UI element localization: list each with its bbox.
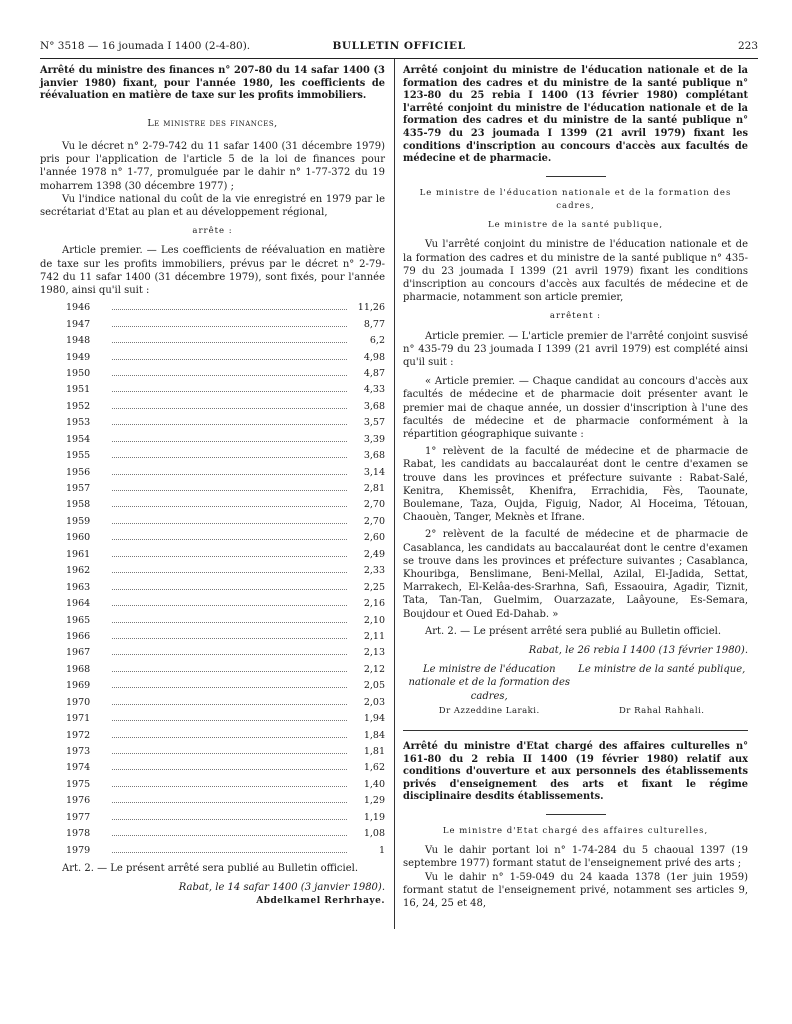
leader-dots <box>112 605 347 606</box>
coefficient-cell: 2,10 <box>363 614 385 626</box>
year-cell: 1956 <box>66 466 91 478</box>
table-row <box>40 383 385 399</box>
coefficient-cell: 6,2 <box>369 335 385 347</box>
running-header <box>40 40 758 56</box>
leader-dots <box>112 654 347 655</box>
table-row <box>40 614 385 630</box>
table-row <box>40 548 385 564</box>
column-divider <box>394 59 395 929</box>
year-cell: 1969 <box>66 680 91 692</box>
coefficient-cell: 2,13 <box>363 647 385 659</box>
year-cell: 1966 <box>66 630 91 642</box>
year-cell: 1949 <box>66 351 91 363</box>
leader-dots <box>112 835 347 836</box>
table-row <box>40 844 385 860</box>
article-premier-right: Article premier. — L'article premier de l'arrêté conjoint susvisé n° 435-79 du 23 joumada I 1399 (21 avril 1979) est complété ainsi qu'il suit : <box>403 330 748 368</box>
publication-title: BULLETIN OFFICIEL <box>332 40 466 52</box>
coefficient-cell: 1,08 <box>363 828 385 840</box>
year-cell: 1958 <box>66 499 91 511</box>
leader-dots <box>112 556 347 557</box>
visa-indice: Vu l'indice national du coût de la vie enregistré en 1979 par le secrétariat d'Etat au plan et au développement régional, <box>40 193 385 218</box>
leader-dots <box>112 342 347 343</box>
year-cell: 1964 <box>66 598 91 610</box>
coefficient-cell: 2,70 <box>363 515 385 527</box>
leader-dots <box>112 802 347 803</box>
year-cell: 1971 <box>66 713 91 725</box>
article-2: Art. 2. — Le présent arrêté sera publié au Bulletin officiel. <box>62 863 359 875</box>
signer-names <box>403 705 748 718</box>
visa-decret: Vu le décret n° 2-79-742 du 11 safar 1400 (31 décembre 1979) pris pour l'application de l'article 5 de la loi de finances pour l'année 1978 n° 1-77, promulguée par le dahir n° 1-77-372 du 19 moharrem 1398 (30 décembre 1977) ; <box>40 140 385 192</box>
leader-dots <box>112 359 347 360</box>
table-row <box>40 679 385 695</box>
year-cell: 1952 <box>66 400 91 412</box>
coefficient-cell: 2,60 <box>363 532 385 544</box>
year-cell: 1947 <box>66 318 91 330</box>
signer-name: Abdelkamel Rerhrhaye. <box>256 895 385 906</box>
table-row <box>40 318 385 334</box>
leader-dots <box>112 704 347 705</box>
year-cell: 1960 <box>66 532 91 544</box>
leader-dots <box>112 441 347 442</box>
paragraph-rabat: 1° relèvent de la faculté de médecine et de pharmacie de Rabat, les candidats au baccalauréat dont le centre d'examen se trouve dans les provinces et préfecture suivante : Rabat-Salé, Kenitra, Khemissêt, Khenifra, Errachidia, Fès, Taounate, Boulemane, Taza, Oujda, Figuig, Nador, Al Hoceima, Tétouan, Chaouèn, Tanger, Meknès et Ifrane. <box>403 446 748 524</box>
year-cell: 1974 <box>66 762 91 774</box>
leader-dots <box>112 786 347 787</box>
separator-2 <box>546 814 606 815</box>
coefficient-cell: 1,19 <box>363 811 385 823</box>
leader-dots <box>112 490 347 491</box>
signer-laraki: Dr Azzeddine Laraki. <box>438 705 540 716</box>
signatures <box>403 663 748 703</box>
table-row <box>40 597 385 613</box>
coefficients-table <box>40 301 385 860</box>
table-row <box>40 531 385 547</box>
coefficient-cell: 8,77 <box>363 318 385 330</box>
table-row <box>40 498 385 514</box>
leader-dots <box>112 309 347 310</box>
decree-title-finances: Arrêté du ministre des finances n° 207-80 du 14 safar 1400 (3 janvier 1980) fixant, pour l'année 1980, les coefficients de réévaluation en matière de taxe sur les profits immobiliers. <box>40 65 385 102</box>
leader-dots <box>112 539 347 540</box>
table-row <box>40 581 385 597</box>
table-row <box>40 712 385 728</box>
visa-arrete-conjoint: Vu l'arrêté conjoint du ministre de l'éducation nationale et de la formation des cadres et du ministre de la santé publique n° 435-79 du 23 joumada I 1399 (21 avril 1979) fixant les conditions d'inscription au concours d'accès aux facultés de médecine et de pharmacie, notamment son article premier, <box>403 239 748 304</box>
article-premier: Article premier. — Les coefficients de réévaluation en matière de taxe sur les profits immobiliers, prévus par le décret n° 2-79-742 du 11 safar 1400 (31 décembre 1979), sont fixés, pour l'année 1980, ainsi qu'il suit : <box>40 245 385 297</box>
separator <box>546 176 606 177</box>
coefficient-cell: 2,11 <box>363 630 385 642</box>
leader-dots <box>112 769 347 770</box>
year-cell: 1962 <box>66 565 91 577</box>
leader-dots <box>112 457 347 458</box>
coefficient-cell: 11,26 <box>357 302 385 314</box>
coefficient-cell: 3,68 <box>363 450 385 462</box>
signature-education: Le ministre de l'éducation nationale et de la formation des cadres, <box>408 664 571 702</box>
article-2-right: Art. 2. — Le présent arrêté sera publié au Bulletin officiel. <box>425 625 722 637</box>
leader-dots <box>112 852 347 853</box>
year-cell: 1954 <box>66 433 91 445</box>
leader-dots <box>112 638 347 639</box>
table-row <box>40 449 385 465</box>
coefficient-cell: 3,57 <box>363 417 385 429</box>
paragraph-casablanca: 2° relèvent de la faculté de médecine et de pharmacie de Casablanca, les candidats au baccalauréat dont le centre d'examen se trouve dans les provinces et préfecture suivantes ; Casablanca, Khouribga, Benslimane, Beni-Mellal, Azilal, El-Jadida, Settat, Marrakech, El-Kelâa-des-Srarhna, Safi, Essaouira, Agadir, Tiznit, Tata, Tan-Tan, Guelmim, Ouarzazate, Laâyoune, Es-Semara, Boujdour et Oued Ed-Dahab. » <box>403 529 748 620</box>
table-row <box>40 745 385 761</box>
coefficient-cell: 1,81 <box>363 746 385 758</box>
right-column <box>394 65 748 910</box>
year-cell: 1967 <box>66 647 91 659</box>
year-cell: 1975 <box>66 778 91 790</box>
table-row <box>40 794 385 810</box>
year-cell: 1965 <box>66 614 91 626</box>
year-cell: 1978 <box>66 828 91 840</box>
year-cell: 1951 <box>66 384 91 396</box>
signature-date-right: Rabat, le 26 rebia I 1400 (13 février 1980). <box>528 645 748 657</box>
year-cell: 1979 <box>66 844 91 856</box>
year-cell: 1972 <box>66 729 91 741</box>
table-row <box>40 334 385 350</box>
leader-dots <box>112 589 347 590</box>
leader-dots <box>112 753 347 754</box>
table-row <box>40 400 385 416</box>
table-row <box>40 811 385 827</box>
leader-dots <box>112 622 347 623</box>
coefficient-cell: 2,81 <box>363 483 385 495</box>
table-row <box>40 515 385 531</box>
table-row <box>40 761 385 777</box>
coefficient-cell: 2,49 <box>363 548 385 560</box>
arrete-heading: arrête : <box>192 226 233 237</box>
coefficient-cell: 2,16 <box>363 598 385 610</box>
table-row <box>40 367 385 383</box>
table-row <box>40 466 385 482</box>
table-row <box>40 729 385 745</box>
year-cell: 1959 <box>66 515 91 527</box>
visa-dahir-1959: Vu le dahir n° 1-59-049 du 24 kaada 1378 (1er juin 1959) formant statut de l'enseignement privé, notamment ses articles 9, 16, 24, 25 et 48, <box>403 871 748 910</box>
coefficient-cell: 1,29 <box>363 795 385 807</box>
coefficient-cell: 4,33 <box>363 384 385 396</box>
arretent-heading: arrêtent : <box>549 311 602 322</box>
leader-dots <box>112 687 347 688</box>
year-cell: 1953 <box>66 417 91 429</box>
leader-dots <box>112 671 347 672</box>
coefficient-cell: 3,39 <box>363 433 385 445</box>
page-number: 223 <box>737 40 758 52</box>
table-row <box>40 301 385 317</box>
signature-date: Rabat, le 14 safar 1400 (3 janvier 1980). <box>178 882 385 894</box>
table-row <box>40 778 385 794</box>
signature-sante: Le ministre de la santé publique, <box>578 664 746 676</box>
minister-education: Le ministre de l'éducation nationale et de la formation des cadres, <box>419 187 732 211</box>
coefficient-cell: 4,98 <box>363 351 385 363</box>
table-row <box>40 416 385 432</box>
year-cell: 1946 <box>66 302 91 314</box>
leader-dots <box>112 408 347 409</box>
leader-dots <box>112 737 347 738</box>
table-row <box>40 564 385 580</box>
issue-number: N° 3518 — 16 joumada I 1400 (2-4-80). <box>40 40 251 52</box>
coefficient-cell: 2,70 <box>363 499 385 511</box>
header-rule <box>40 58 758 59</box>
coefficient-cell: 2,05 <box>363 680 385 692</box>
decree-title-education: Arrêté conjoint du ministre de l'éducation nationale et de la formation des cadres et du ministre de la santé publique n° 123-80 du 25 rebia I 1400 (13 février 1980) complétant l'arrêté conjoint du ministre de l'éducation nationale et de la formation des cadres et du ministre de la santé publique n° 435-79 du 23 joumada I 1399 (21 avril 1979) fixant les conditions d'inscription au concours d'accès aux facultés de médecine et de pharmacie. <box>403 65 748 165</box>
year-cell: 1957 <box>66 483 91 495</box>
coefficient-cell: 4,87 <box>363 367 385 379</box>
coefficient-cell: 1 <box>378 844 385 856</box>
leader-dots <box>112 506 347 507</box>
coefficient-cell: 2,12 <box>363 663 385 675</box>
table-row <box>40 351 385 367</box>
year-cell: 1948 <box>66 335 91 347</box>
left-column <box>40 65 394 910</box>
quoted-article: « Article premier. — Chaque candidat au concours d'accès aux facultés de médecine et de pharmacie doit présenter avant le premier mai de chaque année, un dossier d'inscription à l'une des facultés de médecine et de pharmacie conformément à la répartition géographique suivante : <box>403 376 748 440</box>
coefficient-cell: 1,62 <box>363 762 385 774</box>
coefficient-cell: 1,84 <box>363 729 385 741</box>
leader-dots <box>112 819 347 820</box>
coefficient-cell: 2,25 <box>363 581 385 593</box>
table-row <box>40 482 385 498</box>
table-row <box>40 433 385 449</box>
columns <box>40 65 758 910</box>
leader-dots <box>112 474 347 475</box>
table-row <box>40 696 385 712</box>
year-cell: 1973 <box>66 746 91 758</box>
minister-sante: Le ministre de la santé publique, <box>487 220 664 231</box>
leader-dots <box>112 391 347 392</box>
coefficient-cell: 2,33 <box>363 565 385 577</box>
signer-rahhali: Dr Rahal Rahhali. <box>618 705 705 716</box>
minister-culture: Le ministre d'Etat chargé des affaires culturelles, <box>442 826 709 837</box>
year-cell: 1955 <box>66 450 91 462</box>
coefficient-cell: 1,94 <box>363 713 385 725</box>
coefficient-cell: 3,14 <box>363 466 385 478</box>
table-row <box>40 827 385 843</box>
decree-title-culture: Arrêté du ministre d'Etat chargé des affaires culturelles n° 161-80 du 2 rebia II 1400 (19 février 1980) relatif aux conditions d'ouverture et aux personnels des établissements privés d'enseignement des arts et fixant le régime disciplinaire desdits établissements. <box>403 741 748 803</box>
leader-dots <box>112 375 347 376</box>
table-row <box>40 630 385 646</box>
leader-dots <box>112 572 347 573</box>
year-cell: 1961 <box>66 548 91 560</box>
leader-dots <box>112 326 347 327</box>
coefficient-cell: 1,40 <box>363 778 385 790</box>
coefficient-cell: 2,03 <box>363 696 385 708</box>
table-row <box>40 646 385 662</box>
leader-dots <box>112 523 347 524</box>
section-rule <box>403 730 748 731</box>
visa-dahir-1974: Vu le dahir portant loi n° 1-74-284 du 5 chaoual 1397 (19 septembre 1977) formant statut de l'enseignement privé des arts ; <box>403 845 748 870</box>
year-cell: 1950 <box>66 367 91 379</box>
year-cell: 1968 <box>66 663 91 675</box>
coefficient-cell: 3,68 <box>363 400 385 412</box>
year-cell: 1977 <box>66 811 91 823</box>
minister-finances: Le ministre des finances, <box>147 117 278 129</box>
year-cell: 1963 <box>66 581 91 593</box>
leader-dots <box>112 424 347 425</box>
leader-dots <box>112 720 347 721</box>
table-row <box>40 663 385 679</box>
year-cell: 1976 <box>66 795 91 807</box>
year-cell: 1970 <box>66 696 91 708</box>
